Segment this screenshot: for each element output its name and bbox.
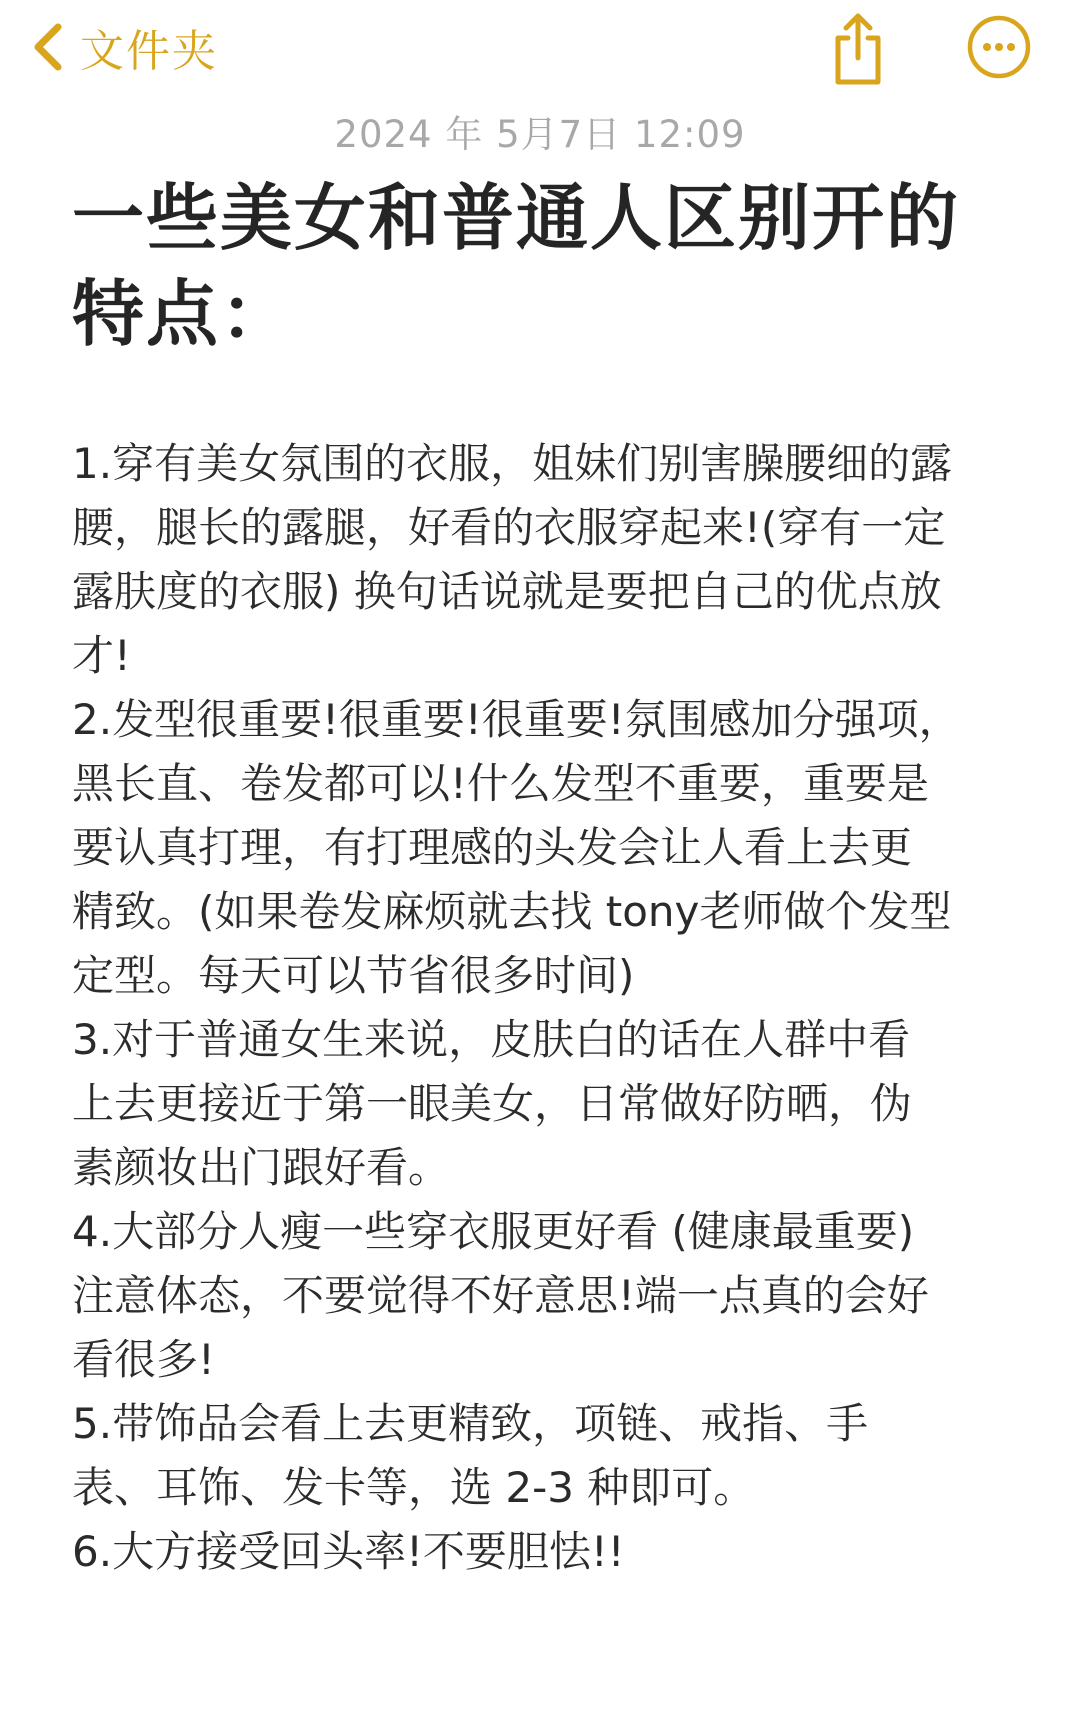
share-icon	[826, 8, 890, 88]
note-body-line: 上去更接近于第一眼美女，日常做好防晒，伪	[72, 1079, 913, 1128]
note-body-line: 看很多!	[72, 1335, 215, 1384]
note-timestamp: 2024 年 5月7日 12:09	[334, 113, 746, 156]
note-body[interactable]	[72, 432, 1022, 1584]
note-title[interactable]	[72, 170, 1012, 362]
back-button[interactable]	[28, 14, 218, 80]
note-body-line: 表、耳饰、发卡等，选 2-3 种即可。	[72, 1463, 756, 1512]
note-body-line: 6.大方接受回头率!不要胆怯!!	[72, 1527, 625, 1576]
note-body-line: 5.带饰品会看上去更精致，项链、戒指、手	[72, 1399, 869, 1448]
top-navigation-bar	[0, 0, 1080, 96]
note-body-line: 要认真打理，有打理感的头发会让人看上去更	[72, 823, 913, 872]
note-body-line: 注意体态，不要觉得不好意思!端一点真的会好	[72, 1271, 929, 1320]
note-body-line: 精致。(如果卷发麻烦就去找 tony老师做个发型	[72, 887, 952, 936]
note-body-line: 露肤度的衣服) 换句话说就是要把自己的优点放	[72, 567, 942, 616]
note-body-line: 才!	[72, 631, 131, 680]
note-body-line: 3.对于普通女生来说，皮肤白的话在人群中看	[72, 1015, 911, 1064]
note-body-line: 1.穿有美女氛围的衣服，姐妹们别害臊腰细的露	[72, 439, 953, 488]
note-body-line: 4.大部分人瘦一些穿衣服更好看 (健康最重要)	[72, 1207, 915, 1256]
note-title-line: 一些美女和普通人区别开的	[72, 176, 961, 260]
note-body-line: 素颜妆出门跟好看。	[72, 1143, 451, 1192]
chevron-left-icon	[28, 21, 68, 73]
more-icon	[966, 14, 1032, 80]
note-body-line: 2.发型很重要!很重要!很重要!氛围感加分强项，	[72, 695, 961, 744]
note-body-line: 腰，腿长的露腿，好看的衣服穿起来!(穿有一定	[72, 503, 946, 552]
note-title-line: 特点：	[72, 272, 295, 356]
back-button-label: 文件夹	[80, 26, 218, 77]
note-body-line: 黑长直、卷发都可以!什么发型不重要，重要是	[72, 759, 929, 808]
more-options-button[interactable]	[966, 14, 1032, 80]
note-body-line: 定型。每天可以节省很多时间)	[72, 951, 635, 1000]
share-button[interactable]	[826, 8, 890, 88]
